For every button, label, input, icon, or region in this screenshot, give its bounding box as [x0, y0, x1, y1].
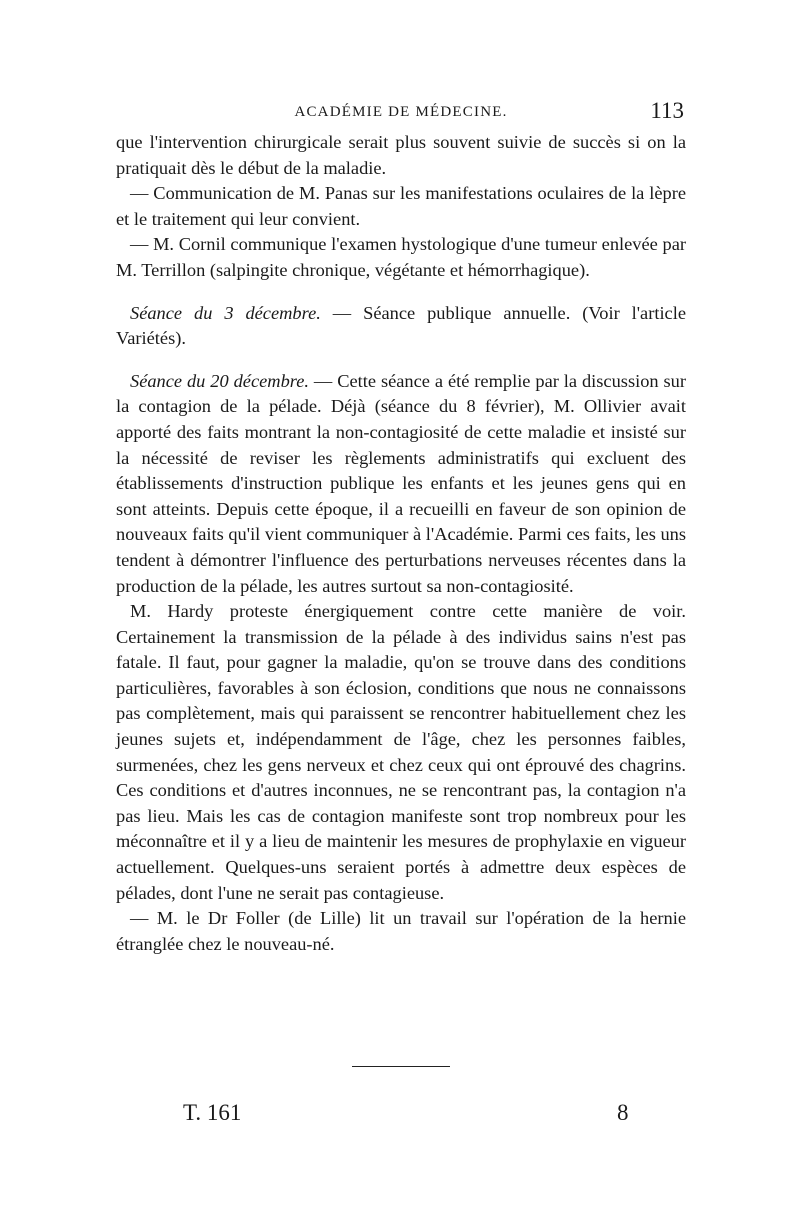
- paragraph-text: — Séance publique annuelle. (Voir l'article Variétés).: [116, 302, 686, 349]
- footnote-rule: [352, 1066, 450, 1067]
- paragraph-seance-20-decembre: [116, 369, 686, 599]
- paragraph-seance-3-decembre: [116, 301, 686, 352]
- paragraph-text: — Cette séance a été remplie par la discussion sur la contagion de la pélade. Déjà (séance du 8 février), M. Ollivier avait apporté des faits montrant la non-contagiosité de cette maladie et insisté sur la nécessité de reviser les règlements administratifs qui excluent des établissements d'instruction publique les enfants et les jeunes gens qui en sont atteints. Depuis cette époque, il a recueilli en faveur de son opinion de nouveaux faits qu'il vient communiquer à l'Académie. Parmi ces faits, les uns tendent à démontrer l'influence des perturbations nerveuses récentes dans la production de la pélade, les autres surtout sa non-contagiosité.: [116, 370, 686, 596]
- seance-heading: Séance du 3 décembre.: [130, 302, 321, 323]
- paragraph-continuation: que l'intervention chirurgicale serait plus souvent suivie de succès si on la pratiquait dès le début de la maladie.: [116, 132, 686, 178]
- running-title: ACADÉMIE DE MÉDECINE.: [294, 104, 508, 120]
- paragraph-hardy: M. Hardy proteste énergiquement contre cette manière de voir. Certainement la transmission de la pélade à des individus sains n'est pas fatale. Il faut, pour gagner la maladie, qu'on se trouve dans des conditions particulières, favorables à son éclosion, conditions que nous ne connaissons pas complètement, mais qui paraissent se rencontrer habituellement chez les jeunes sujets et, indépendamment de l'âge, chez les personnes faibles, surmenées, chez les gens nerveux et chez ceux qui ont éprouvé des chagrins. Ces conditions et d'autres inconnues, ne se rencontrant pas, la contagion n'a pas lieu. Mais les cas de contagion manifeste sont trop nombreux pour les méconnaître et il y a lieu de maintenir les mesures de prophylaxie en vigueur actuellement. Quelques-uns seraient portés à admettre deux espèces de pélades, dont l'une ne serait pas contagieuse.: [116, 601, 686, 903]
- seance-heading: Séance du 20 décembre.: [130, 370, 309, 391]
- sheet-number: 8: [617, 1100, 629, 1125]
- paragraph-cornil: — M. Cornil communique l'examen hystologique d'une tumeur enlevée par M. Terrillon (salpingite chronique, végétante et hémorrhagique).: [116, 234, 686, 280]
- page-number: 113: [650, 98, 684, 123]
- running-header: [118, 98, 684, 128]
- paragraph-panas: — Communication de M. Panas sur les manifestations oculaires de la lèpre et le traitement qui leur convient.: [116, 183, 686, 229]
- body-text: [116, 130, 686, 957]
- paragraph-foller: — M. le Dr Foller (de Lille) lit un travail sur l'opération de la hernie étranglée chez le nouveau-né.: [116, 908, 686, 954]
- volume-signature: T. 161: [183, 1100, 242, 1125]
